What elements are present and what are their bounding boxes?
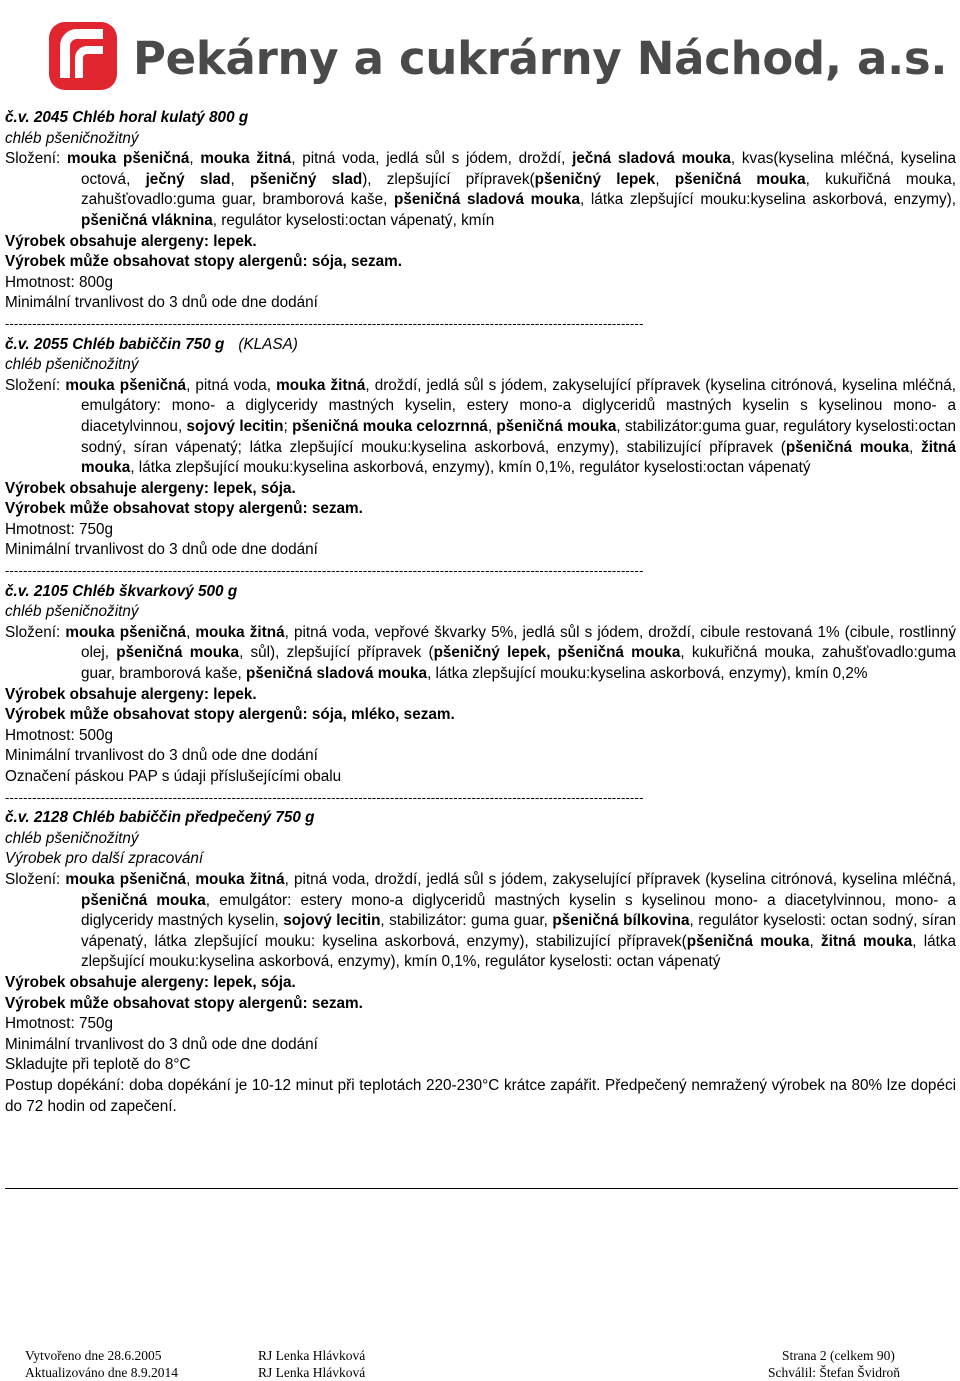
product-title <box>5 808 956 829</box>
created-by: RJ Lenka Hlávková <box>258 1348 366 1363</box>
product-baking-note: Postup dopékání: doba dopékání je 10-12 minut při teplotách 220-230°C krátce zapářit. Předpečený nemražený výrobek na 80% lze dopéci do 72 hodin od zapečení. <box>5 1076 956 1115</box>
product-traces: Výrobek může obsahovat stopy alergenů: sezam. <box>5 500 363 518</box>
composition-label: Složení: <box>5 150 61 168</box>
composition-text: mouka pšeničná, mouka žitná, pitná voda, jedlá sůl s jódem, droždí, ječná sladová mouka, kvas(kyselina mléčná, kyselina octová, ječný slad, pšeničný slad), zlepšující přípravek(pšeničný lepek, pšeničná mouka, kukuřičná mouka, zahušťovadlo:guma guar, bramborová kaše, pšeničná sladová mouka, látka zlepšující mouku:kyselina askorbová, enzymy), pšeničná vláknina, regulátor kyselosti:octan vápenatý, kmín <box>67 150 957 229</box>
created-date: Vytvořeno dne 28.6.2005 <box>25 1348 162 1363</box>
product-shelf-life: Minimální trvanlivost do 3 dnů ode dne dodání <box>5 541 318 559</box>
product-category: chléb pšeničnožitný <box>5 603 139 621</box>
product-section <box>5 582 956 788</box>
product-title-text: č.v. 2045 Chléb horal kulatý 800 g <box>5 109 249 126</box>
product-composition <box>5 149 956 231</box>
company-logo-icon <box>49 22 117 90</box>
product-weight: Hmotnost: 500g <box>5 726 113 744</box>
product-composition <box>5 623 956 685</box>
product-title <box>5 335 956 356</box>
product-title <box>5 108 956 129</box>
product-category: chléb pšeničnožitný <box>5 356 139 374</box>
product-shelf-life: Minimální trvanlivost do 3 dnů ode dne dodání <box>5 294 318 312</box>
section-separator: --------------------------------------------------------------------------------------------------------------------------------------------- <box>5 789 644 805</box>
composition-text: mouka pšeničná, mouka žitná, pitná voda, droždí, jedlá sůl s jódem, zakyselující přípravek (kyselina citrónová, kyselina mléčná, pšeničná mouka, emulgátor: estery mono-a diglyceridů mastných kyselin s kyselinou mono- a diacetylvinnou, mono- a diglyceridy mastných kyselin, sojový lecitin, stabilizátor: guma guar, pšeničná bílkovina, regulátor kyselosti: octan sodný, síran vápenatý, látka zlepšující mouku: kyselina askorbová, enzymy), stabilizující přípravek(pšeničná mouka, žitná mouka, látka zlepšující mouku:kyselina askorbová, enzymy), kmín 0,1%, regulátor kyselosti: octan vápenatý <box>65 870 957 971</box>
product-allergens: Výrobek obsahuje alergeny: lepek. <box>5 685 257 703</box>
product-title-text: č.v. 2055 Chléb babiččin 750 g <box>5 335 225 353</box>
product-extra-note: Skladujte při teplotě do 8°C <box>5 1056 191 1074</box>
product-klasa: (KLASA) <box>238 335 298 353</box>
company-name: Pekárny a cukrárny Náchod, a.s. <box>133 32 948 85</box>
bottom-divider <box>5 1188 958 1189</box>
product-category: chléb pšeničnožitný <box>5 129 139 147</box>
product-traces: Výrobek může obsahovat stopy alergenů: sója, mléko, sezam. <box>5 706 455 724</box>
updated-by: RJ Lenka Hlávková <box>258 1365 366 1380</box>
product-composition <box>5 870 956 973</box>
page-header <box>0 0 960 110</box>
composition-text: mouka pšeničná, pitná voda, mouka žitná, droždí, jedlá sůl s jódem, zakyselující přípravek (kyselina citrónová, kyselina mléčná, emulgátory: mono- a diglyceridy mastných kyselin, estery mono-a diglyceridů mastných kyselin s kyselinou mono- a diacetylvinnou, sojový lecitin; pšeničná mouka celozrnná, pšeničná mouka, stabilizátor:guma guar, regulátory kyselosti:octan sodný, síran vápenatý; látka zlepšující mouku:kyselina askorbová, enzymy), stabilizující přípravek (pšeničná mouka, žitná mouka, látka zlepšující mouku:kyselina askorbová, enzymy), kmín 0,1%, regulátor kyselosti:octan vápenatý <box>65 376 957 477</box>
updated-date: Aktualizováno dne 8.9.2014 <box>25 1365 178 1380</box>
page-footer <box>0 1345 960 1381</box>
composition-label: Složení: <box>5 870 61 888</box>
product-section <box>5 108 956 314</box>
product-category: chléb pšeničnožitný <box>5 829 139 847</box>
product-section <box>5 335 956 562</box>
composition-label: Složení: <box>5 623 61 641</box>
section-separator: --------------------------------------------------------------------------------------------------------------------------------------------- <box>5 563 644 579</box>
product-title <box>5 582 956 603</box>
composition-label: Složení: <box>5 376 61 394</box>
product-shelf-life: Minimální trvanlivost do 3 dnů ode dne dodání <box>5 747 318 765</box>
product-extra-note: Označení páskou PAP s údaji příslušejícími obalu <box>5 768 342 785</box>
page-number: Strana 2 (celkem 90) <box>782 1348 895 1363</box>
product-note: Výrobek pro další zpracování <box>5 850 204 868</box>
product-weight: Hmotnost: 750g <box>5 520 113 538</box>
product-weight: Hmotnost: 750g <box>5 1015 113 1033</box>
composition-text: mouka pšeničná, mouka žitná, pitná voda, vepřové škvarky 5%, jedlá sůl s jódem, droždí, cibule restovaná 1% (cibule, rostlinný olej, pšeničná mouka, sůl), zlepšující přípravek (pšeničný lepek, pšeničná mouka, kukuřičná mouka, zahušťovadlo:guma guar, bramborová kaše, pšeničná sladová mouka, látka zlepšující mouku:kyselina askorbová, enzymy), kmín 0,2% <box>65 623 956 683</box>
product-shelf-life: Minimální trvanlivost do 3 dnů ode dne dodání <box>5 1035 318 1053</box>
product-title-text: č.v. 2105 Chléb škvarkový 500 g <box>5 582 238 600</box>
product-allergens: Výrobek obsahuje alergeny: lepek, sója. <box>5 479 296 497</box>
section-separator: --------------------------------------------------------------------------------------------------------------------------------------------- <box>5 315 644 331</box>
product-section <box>5 808 956 1117</box>
product-traces: Výrobek může obsahovat stopy alergenů: sezam. <box>5 994 363 1012</box>
product-allergens: Výrobek obsahuje alergeny: lepek, sója. <box>5 973 296 991</box>
approved-by: Schválil: Štefan Švidroň <box>768 1365 900 1380</box>
product-traces: Výrobek může obsahovat stopy alergenů: sója, sezam. <box>5 253 402 271</box>
product-list <box>5 108 956 1117</box>
product-title-text: č.v. 2128 Chléb babiččin předpečený 750 g <box>5 809 315 827</box>
product-allergens: Výrobek obsahuje alergeny: lepek. <box>5 232 257 250</box>
product-composition <box>5 376 956 479</box>
product-weight: Hmotnost: 800g <box>5 273 113 291</box>
